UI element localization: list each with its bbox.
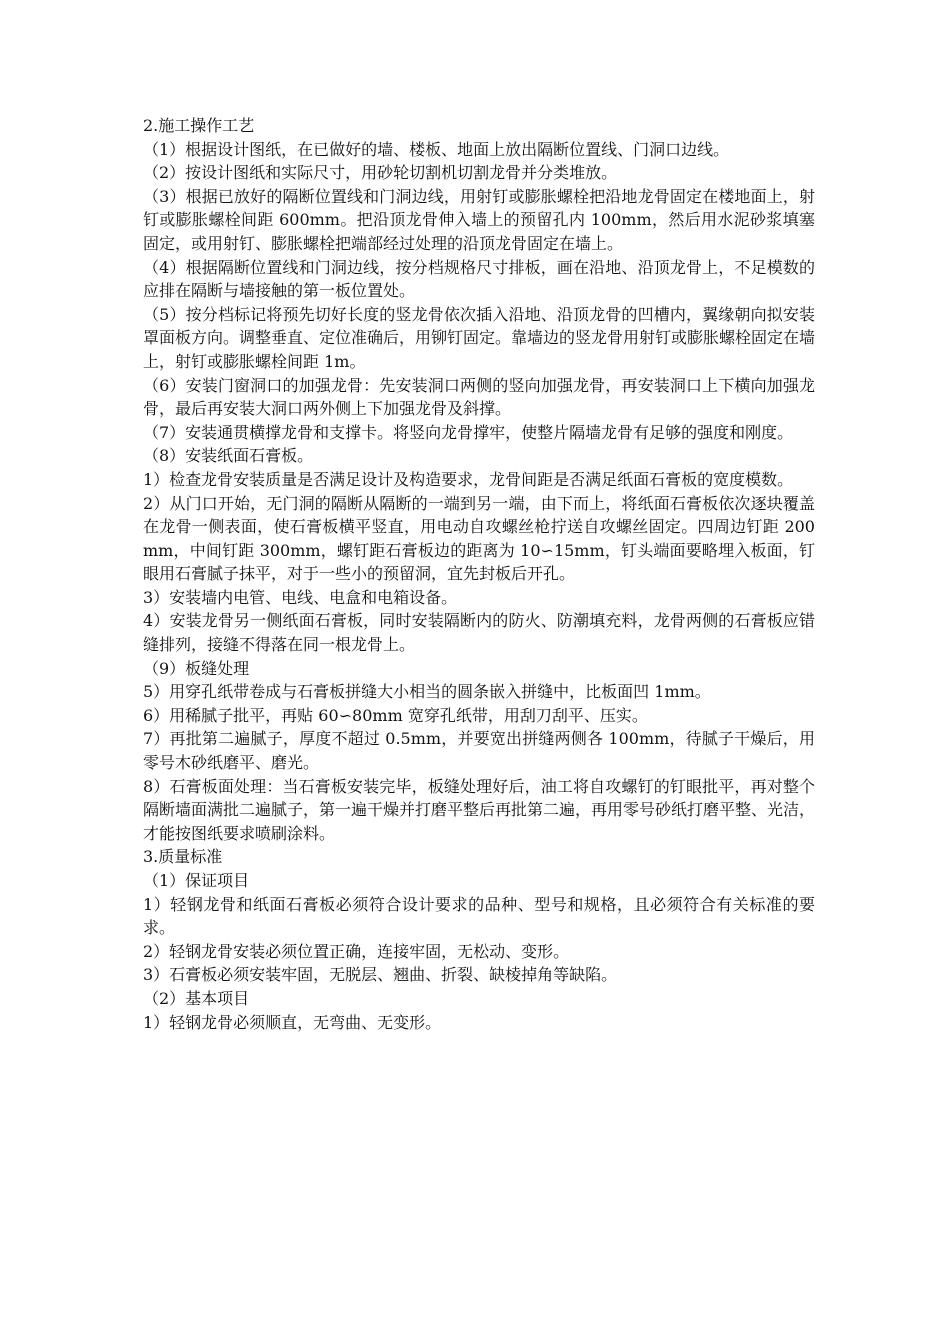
paragraph: 3）安装墙内电管、电线、电盒和电箱设备。 [143, 587, 458, 607]
paragraph: （3）根据已放好的隔断位置线和门洞边线，用射钉或膨胀螺栓把沿地龙骨固定在楼地面上，射钉或膨胀螺栓间距 600mm。把沿顶龙骨伸入墙上的预留孔内 100mm，然后用水泥砂浆填塞固定，或用射钉、膨胀螺栓把端部经过处理的沿顶龙骨固定在墙上。 [143, 186, 815, 253]
paragraph: （4）根据隔断位置线和门洞边线，按分档规格尺寸排板，画在沿地、沿顶龙骨上，不足模数的应排在隔断与墙接触的第一板位置处。 [143, 257, 815, 301]
paragraph: （8）安装纸面石膏板。 [143, 446, 314, 466]
paragraph: 7）再批第二遍腻子，厚度不超过 0.5mm，并要宽出拼缝两侧各 100mm，待腻子干燥后，用零号木砂纸磨平、磨光。 [143, 729, 815, 773]
paragraph: 3）石膏板必须安装牢固，无脱层、翘曲、折裂、缺棱掉角等缺陷。 [143, 965, 618, 985]
paragraph: （6）安装门窗洞口的加强龙骨：先安装洞口两侧的竖向加强龙骨，再安装洞口上下横向加强龙骨，最后再安装大洞口两外侧上下加强龙骨及斜撑。 [143, 375, 815, 419]
section-heading: 2.施工操作工艺 [143, 116, 255, 135]
paragraph: 1）检查龙骨安装质量是否满足设计及构造要求，龙骨间距是否满足纸面石膏板的宽度模数。 [143, 469, 794, 489]
paragraph: （2）基本项目 [143, 988, 250, 1008]
paragraph: （2）按设计图纸和实际尺寸，用砂轮切割机切割龙骨并分类堆放。 [143, 163, 618, 183]
paragraph: 2）轻钢龙骨安装必须位置正确，连接牢固，无松动、变形。 [143, 941, 570, 961]
paragraph: 1）轻钢龙骨和纸面石膏板必须符合设计要求的品种、型号和规格，且必须符合有关标准的要求。 [143, 894, 815, 938]
paragraph: （1）根据设计图纸，在已做好的墙、楼板、地面上放出隔断位置线、门洞口边线。 [143, 139, 730, 159]
section-heading: 3.质量标准 [143, 847, 223, 867]
paragraph: 4）安装龙骨另一侧纸面石膏板，同时安装隔断内的防火、防潮填充料，龙骨两侧的石膏板应错缝排列，接缝不得落在同一根龙骨上。 [143, 611, 815, 655]
paragraph: 2）从门口开始，无门洞的隔断从隔断的一端到另一端，由下而上，将纸面石膏板依次逐块覆盖在龙骨一侧表面，使石膏板横平竖直，用电动自攻螺丝枪拧送自攻螺丝固定。四周边钉距 200mm，中间钉距 300mm，螺钉距石膏板边的距离为 10∽15mm，钉头端面要略埋入板面，钉眼用石膏腻子抹平，对于一些小的预留洞，宜先封板后开孔。 [143, 493, 815, 584]
paragraph: 5）用穿孔纸带卷成与石膏板拼缝大小相当的圆条嵌入拼缝中，比板面凹 1mm。 [143, 682, 711, 702]
paragraph: 6）用稀腻子批平，再贴 60∽80mm 宽穿孔纸带，用刮刀刮平、压实。 [143, 705, 648, 725]
paragraph: （7）安装通贯横撑龙骨和支撑卡。将竖向龙骨撑牢，使整片隔墙龙骨有足够的强度和刚度。 [143, 422, 794, 442]
paragraph: 1）轻钢龙骨必须顺直，无弯曲、无变形。 [143, 1012, 442, 1032]
paragraph: （1）保证项目 [143, 871, 250, 890]
document-body [143, 114, 815, 1034]
paragraph: （5）按分档标记将预先切好长度的竖龙骨依次插入沿地、沿顶龙骨的凹槽内，翼缘朝向拟安装罩面板方向。调整垂直、定位准确后，用铆钉固定。靠墙边的竖龙骨用射钉或膨胀螺栓固定在墙上，射钉或膨胀螺栓间距 1m。 [143, 304, 816, 371]
paragraph: 8）石膏板面处理：当石膏板安装完毕，板缝处理好后，油工将自攻螺钉的钉眼批平，再对整个隔断墙面满批二遍腻子，第一遍干燥并打磨平整后再批第二遍，再用零号砂纸打磨平整、光洁，才能按图纸要求喷刷涂料。 [143, 776, 816, 843]
paragraph: （9）板缝处理 [143, 658, 250, 678]
